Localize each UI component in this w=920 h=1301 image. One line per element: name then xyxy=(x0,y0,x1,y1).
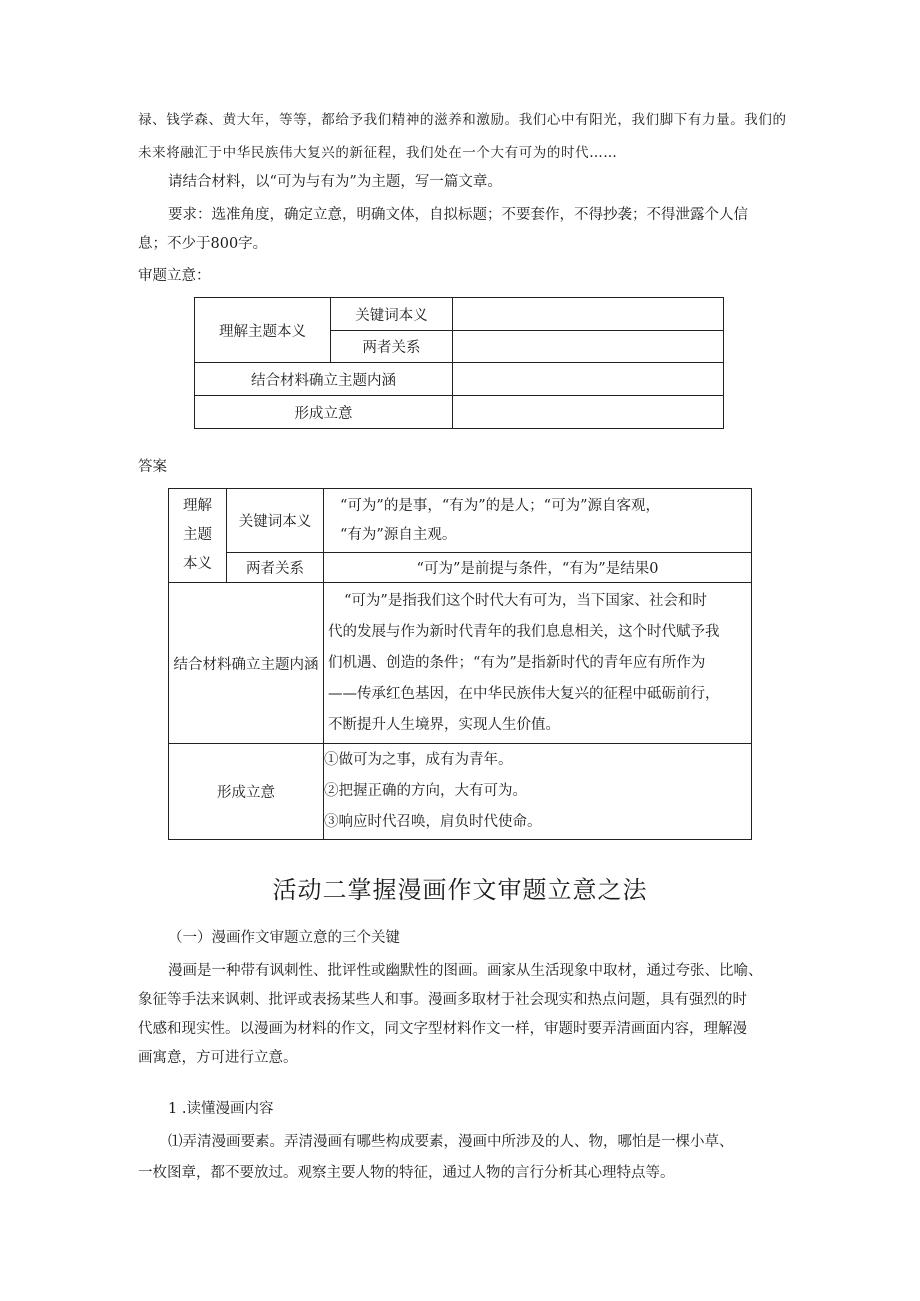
point-1-line-1: ⑴弄清漫画要素。弄清漫画有哪些构成要素，漫画中所涉及的人、物，哪怕是一棵小草、 xyxy=(168,1134,734,1150)
answer-label: 答案 xyxy=(138,459,167,475)
answer-group-line-1: 理解 xyxy=(183,498,212,514)
prompt-task: 请结合材料，以“可为与有为”为主题，写一篇文章。 xyxy=(168,174,502,190)
section-title: 活动二掌握漫画作文审题立意之法 xyxy=(272,876,648,904)
thesis-item-1: ①做可为之事，成有为青年。 xyxy=(324,752,513,768)
connotation-line-3: 们机遇、创造的条件；“有为”是指新时代的青年应有所作为 xyxy=(328,654,706,671)
blank-keyword-answer xyxy=(453,298,724,331)
intro-line-4: 画寓意，方可进行立意。 xyxy=(138,1050,298,1066)
answer-relation-label: 两者关系 xyxy=(246,561,304,577)
answer-connotation-label: 结合材料确立主题内涵 xyxy=(173,656,319,673)
blank-connotation-answer xyxy=(453,363,724,396)
material-line-1: 禄、钱学森、黄大年，等等，都给予我们精神的滋养和激励。我们心中有阳光，我们脚下有力量。我们的 xyxy=(138,112,787,128)
answer-group-line-2: 主题 xyxy=(183,527,212,543)
blank-keyword-label: 关键词本义 xyxy=(355,307,428,324)
blank-relation-answer xyxy=(453,331,724,363)
prompt-requirements-1: 要求：选准角度，确定立意，明确文体，自拟标题；不要套作，不得抄袭；不得泄露个人信 xyxy=(168,207,748,223)
intro-paragraph xyxy=(138,957,763,1073)
blank-thesis-answer xyxy=(453,396,724,429)
answer-keyword-answer xyxy=(324,489,752,553)
blank-thesis-label: 形成立意 xyxy=(294,405,353,422)
answer-group-line-3: 本义 xyxy=(183,556,212,572)
subsection-title: （一）漫画作文审题立意的三个关键 xyxy=(168,930,400,946)
answer-thesis-label: 形成立意 xyxy=(217,785,275,801)
blank-connotation-label: 结合材料确立主题内涵 xyxy=(251,372,396,389)
blank-relation-cell xyxy=(331,331,453,363)
point-1-line-2: 一枚图章，都不要放过。观察主要人物的特征，通过人物的言行分析其心理特点等。 xyxy=(138,1165,675,1181)
keyword-answer-line-1: “可为”的是事，“有为”的是人；“可为”源自客观， xyxy=(340,497,660,514)
answer-keyword-label: 关键词本义 xyxy=(238,514,312,530)
connotation-line-1: “可为”是指我们这个时代大有可为，当下国家、社会和时 xyxy=(344,592,707,609)
answer-connotation-cell xyxy=(169,583,324,744)
blank-group-label: 理解主题本义 xyxy=(219,323,306,340)
connotation-line-2: 代的发展与作为新时代青年的我们息息相关，这个时代赋予我 xyxy=(328,623,720,640)
blank-keyword-cell xyxy=(331,298,453,331)
blank-analysis-table xyxy=(194,297,724,429)
answer-thesis-cell xyxy=(169,744,324,840)
answer-relation-cell xyxy=(227,553,324,583)
answer-keyword-cell xyxy=(227,489,324,553)
answer-relation-answer xyxy=(324,553,752,583)
blank-connotation-cell xyxy=(195,363,453,396)
blank-thesis-cell xyxy=(195,396,453,429)
material-line-2: 未来将融汇于中华民族伟大复兴的新征程，我们处在一个大有可为的时代…… xyxy=(138,145,618,161)
answer-table xyxy=(168,488,752,840)
point-1-detail xyxy=(138,1127,734,1189)
blank-relation-label: 两者关系 xyxy=(362,340,421,356)
keyword-answer-line-2: “有为”源自主观。 xyxy=(340,526,457,543)
connotation-line-4: ——传承红色基因，在中华民族伟大复兴的征程中砥砺前行， xyxy=(328,685,720,702)
answer-connotation-answer xyxy=(324,583,752,744)
intro-line-1: 漫画是一种带有讽刺性、批评性或幽默性的图画。画家从生活现象中取材，通过夸张、比喻、 xyxy=(168,963,763,979)
connotation-line-5: 不断提升人生境界，实现人生价值。 xyxy=(328,716,560,733)
intro-line-3: 代感和现实性。以漫画为材料的作文，同文字型材料作文一样，审题时要弄清画面内容，理解漫 xyxy=(138,1021,747,1037)
thesis-item-3: ③响应时代召唤，肩负时代使命。 xyxy=(324,814,542,830)
blank-group-cell xyxy=(195,298,331,363)
point-1-heading: 1 .读懂漫画内容 xyxy=(168,1101,274,1117)
analysis-label: 审题立意： xyxy=(138,268,211,284)
answer-group-cell xyxy=(169,489,227,583)
intro-line-2: 象征等手法来讽刺、批评或表扬某些人和事。漫画多取材于社会现实和热点问题，具有强烈的时 xyxy=(138,992,747,1008)
answer-thesis-answer xyxy=(324,744,752,840)
thesis-item-2: ②把握正确的方向，大有可为。 xyxy=(324,783,527,799)
relation-answer-text: “可为”是前提与条件，“有为”是结果0 xyxy=(416,561,659,577)
prompt-requirements-2: 息；不少于800字。 xyxy=(138,236,268,252)
